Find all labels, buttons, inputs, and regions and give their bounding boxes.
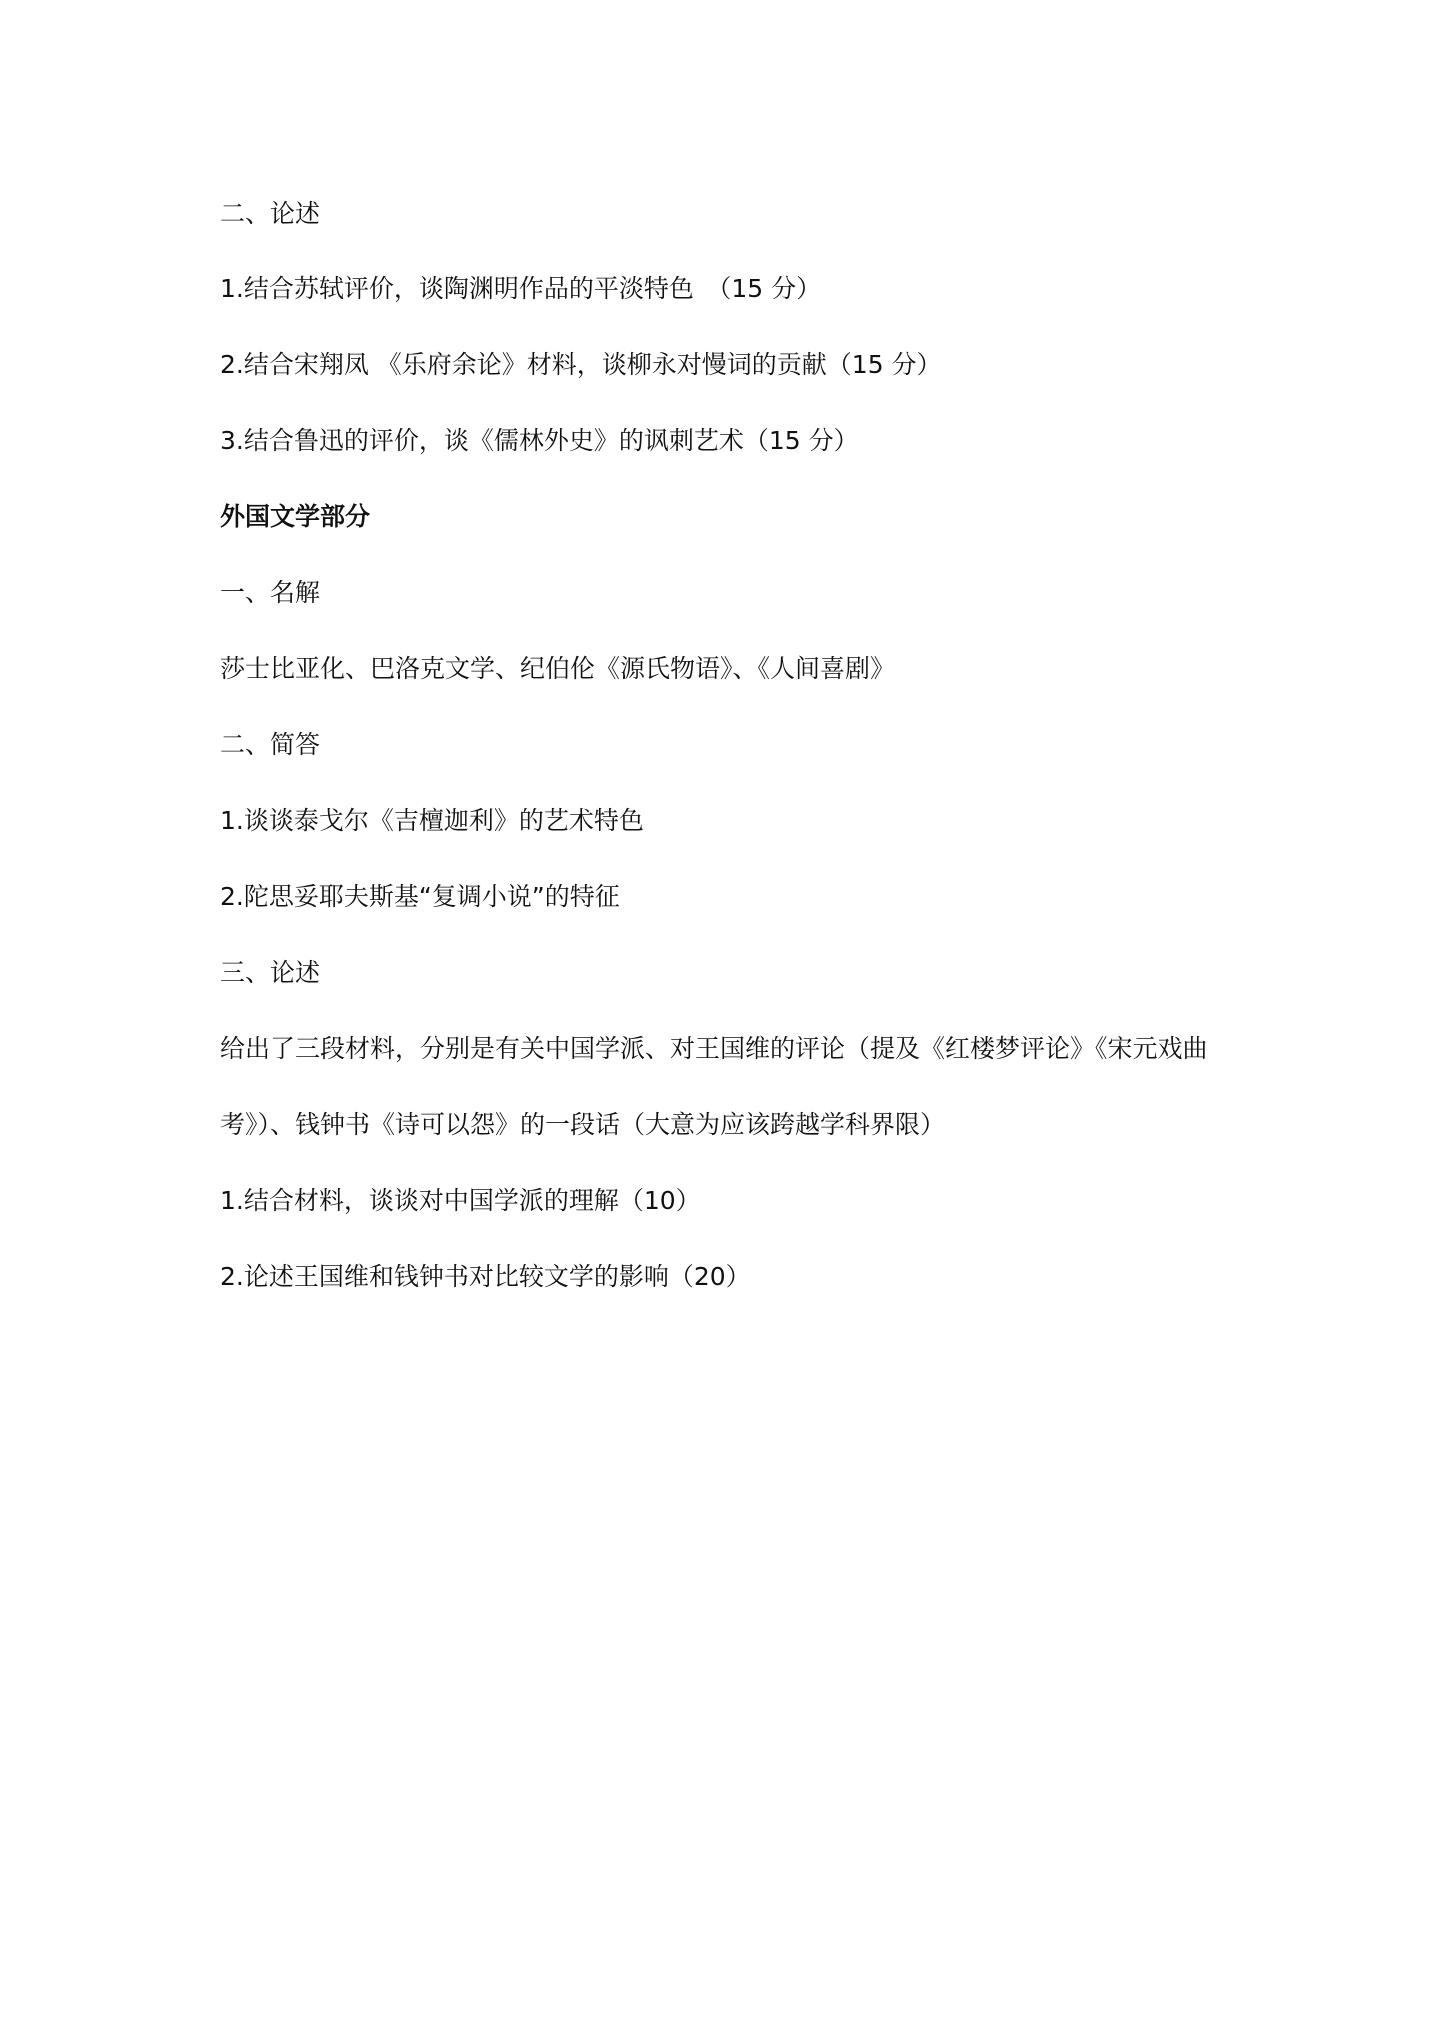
essay-question-3: 3.结合鲁迅的评价，谈《儒林外史》的讽刺艺术（15 分） — [220, 426, 859, 455]
heading-lunshu-1: 二、论述 — [220, 199, 321, 228]
final-question-2: 2.论述王国维和钱钟书对比较文学的影响（20） — [220, 1262, 751, 1291]
essay-question-1: 1.结合苏轼评价，谈陶渊明作品的平淡特色 （15 分） — [220, 274, 822, 303]
material-description-line-1: 给出了三段材料，分别是有关中国学派、对王国维的评论（提及《红楼梦评论》《宋元戏曲 — [220, 1034, 1208, 1063]
heading-lunshu-3: 三、论述 — [220, 958, 321, 987]
short-answer-question-1: 1.谈谈泰戈尔《吉檀迦利》的艺术特色 — [220, 806, 644, 835]
final-question-1: 1.结合材料，谈谈对中国学派的理解（10） — [220, 1186, 701, 1215]
mingjie-terms: 莎士比亚化、巴洛克文学、纪伯伦《源氏物语》、《人间喜剧》 — [220, 654, 896, 683]
heading-mingjie: 一、名解 — [220, 578, 321, 607]
section-title-foreign-literature: 外国文学部分 — [220, 502, 371, 531]
short-answer-question-2: 2.陀思妥耶夫斯基“复调小说”的特征 — [220, 882, 620, 911]
material-description-line-2: 考》）、钱钟书《诗可以怨》的一段话（大意为应该跨越学科界限） — [220, 1110, 946, 1139]
heading-jianda: 二、简答 — [220, 730, 321, 759]
essay-question-2: 2.结合宋翔凤 《乐府余论》材料，谈柳永对慢词的贡献（15 分） — [220, 350, 942, 379]
